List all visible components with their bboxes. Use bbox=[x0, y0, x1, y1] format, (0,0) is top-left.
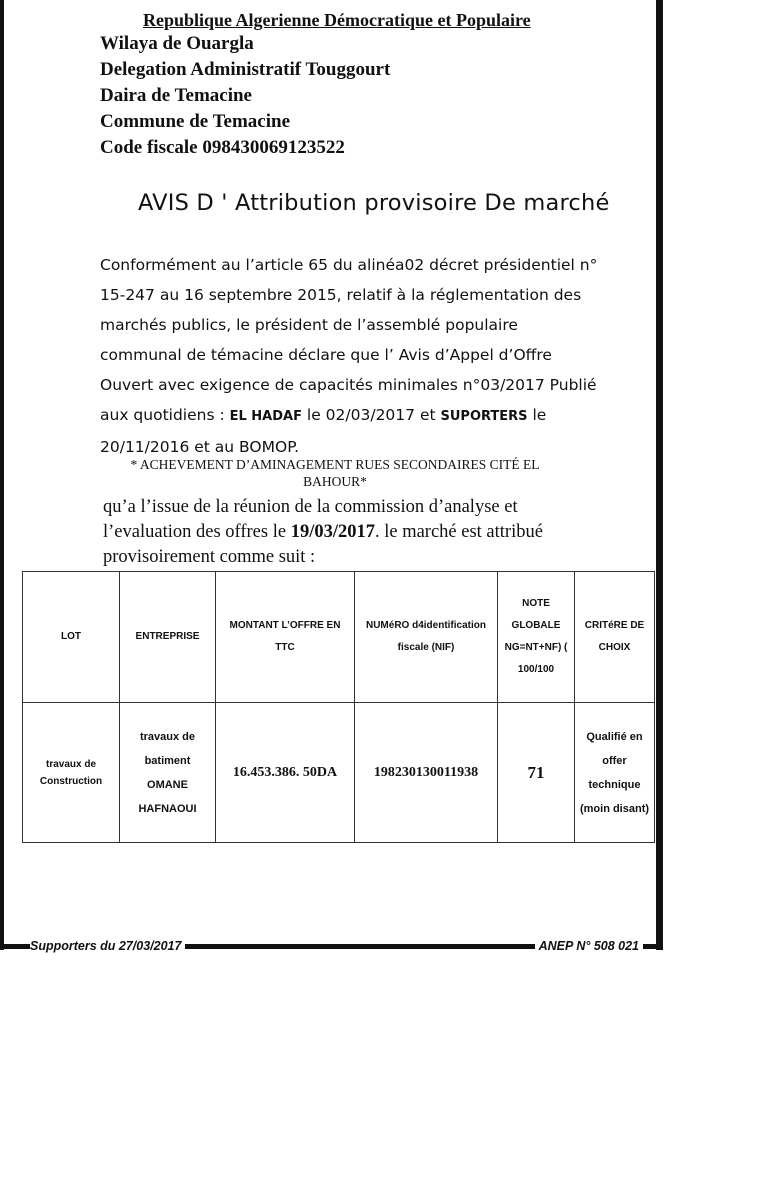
left-border bbox=[0, 0, 4, 950]
header-lot: LOT bbox=[23, 572, 120, 703]
attribution-table bbox=[22, 571, 655, 843]
quotidiens-prefix: aux quotidiens : bbox=[100, 406, 230, 424]
header-entreprise: ENTREPRISE bbox=[120, 572, 216, 703]
newspaper-suporters: SUPORTERS bbox=[440, 409, 528, 424]
cell-montant: 16.453.386. 50DA bbox=[216, 703, 355, 843]
body-line: Conformément au l’article 65 du alinéa02 décret présidentiel n° bbox=[100, 256, 598, 274]
evaluation-date: 19/03/2017 bbox=[290, 522, 375, 542]
footer-rule bbox=[185, 944, 534, 949]
project-name: * ACHEVEMENT D’AMINAGEMENT RUES SECONDAIRES CITÉ EL BAHOUR* bbox=[130, 457, 540, 489]
body-line: Ouvert avec exigence de capacités minimales n°03/2017 Publié bbox=[100, 376, 597, 394]
header-note: NOTE GLOBALE NG=NT+NF) ( 100/100 bbox=[498, 572, 575, 703]
el-hadaf-date: le 02/03/2017 et bbox=[301, 406, 441, 424]
cell-entreprise: travaux de batiment OMANE HAFNAOUI bbox=[120, 703, 216, 843]
cell-nif: 198230130011938 bbox=[355, 703, 498, 843]
suporters-date: le bbox=[527, 406, 547, 424]
notice-title: AVIS D ' Attribution provisoire De marché bbox=[138, 190, 610, 216]
result-prefix: l’evaluation des offres le bbox=[103, 522, 291, 542]
body-line-quotidiens bbox=[100, 400, 580, 432]
notice-body bbox=[100, 250, 598, 462]
right-border bbox=[656, 0, 663, 950]
cell-critere: Qualifié en offer technique (moin disant) bbox=[575, 703, 655, 843]
republic-title: Republique Algerienne Démocratique et Populaire bbox=[143, 10, 531, 30]
cell-lot: travaux de Construction bbox=[23, 703, 120, 843]
delegation-line: Delegation Administratif Touggourt bbox=[100, 59, 391, 80]
commune-line: Commune de Temacine bbox=[100, 111, 290, 132]
result-line: qu’a l’issue de la réunion de la commission d’analyse et bbox=[103, 497, 518, 517]
newspaper-el-hadaf: EL HADAF bbox=[229, 409, 302, 424]
footer-source: Supporters du 27/03/2017 bbox=[30, 939, 182, 953]
header-nif: NUMéRO d4identification fiscale (NIF) bbox=[355, 572, 498, 703]
page-footer bbox=[0, 939, 663, 953]
wilaya-line: Wilaya de Ouargla bbox=[100, 33, 254, 54]
body-line: 15-247 au 16 septembre 2015, relatif à la réglementation des bbox=[100, 286, 582, 304]
body-line: communal de témacine déclare que l’ Avis d’Appel d’Offre bbox=[100, 346, 552, 364]
table-header-row bbox=[23, 572, 655, 703]
code-fiscale-line: Code fiscale 098430069123522 bbox=[100, 137, 345, 158]
cell-note: 71 bbox=[498, 703, 575, 843]
daira-line: Daira de Temacine bbox=[100, 85, 252, 106]
result-line: provisoirement comme suit : bbox=[103, 547, 316, 567]
body-line: 20/11/2016 et au BOMOP. bbox=[100, 438, 300, 456]
header-montant: MONTANT L’OFFRE EN TTC bbox=[216, 572, 355, 703]
footer-rule bbox=[643, 944, 663, 949]
result-paragraph bbox=[103, 495, 543, 570]
result-suffix: . le marché est attribué bbox=[374, 522, 543, 542]
footer-rule bbox=[0, 944, 30, 949]
header-critere: CRITéRE DE CHOIX bbox=[575, 572, 655, 703]
footer-anep: ANEP N° 508 021 bbox=[538, 939, 639, 953]
result-line bbox=[103, 520, 543, 545]
table-row bbox=[23, 703, 655, 843]
document-header bbox=[100, 10, 620, 161]
body-line: marchés publics, le président de l’assemblé populaire bbox=[100, 316, 518, 334]
